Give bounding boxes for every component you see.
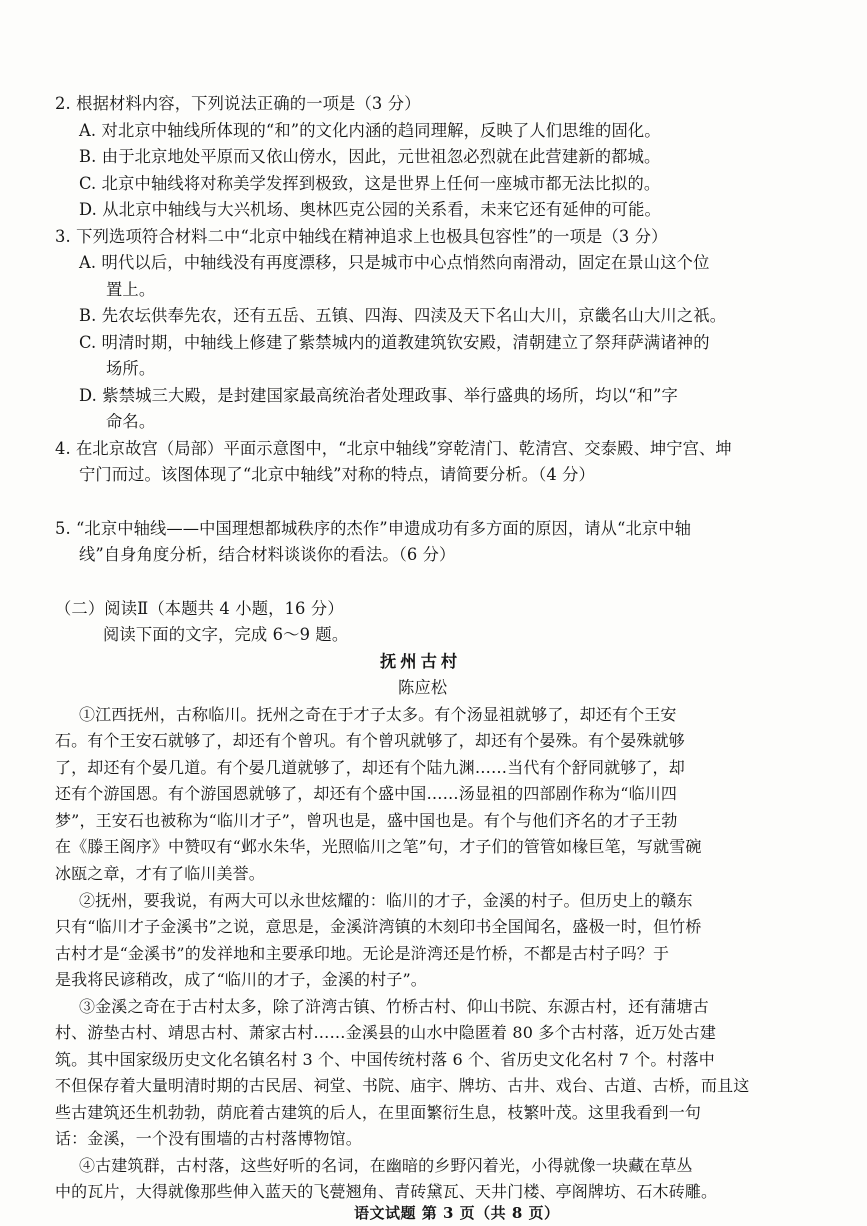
article-line: 还有个游国恩。有个游国恩就够了，却还有个盛中国……汤显祖的四部剧作称为“临川四 <box>55 784 678 803</box>
question-3-option-c-cont: 场所。 <box>106 359 156 378</box>
article-line: 话：金溪，一个没有围墙的古村落博物馆。 <box>55 1129 362 1148</box>
question-3-option-a: A. 明代以后，中轴线没有再度漂移，只是城市中心点悄然向南滑动，固定在景山这个位 <box>79 253 710 272</box>
question-2-option-c: C. 北京中轴线将对称美学发挥到极致，这是世界上任何一座城市都无法比拟的。 <box>79 174 661 193</box>
page-footer: 语文试题 第 3 页（共 8 页） <box>354 1204 560 1222</box>
question-3-option-d-cont: 命名。 <box>106 412 156 431</box>
question-3-stem: 3. 下列选项符合材料二中“北京中轴线在精神追求上也极具包容性”的一项是（3 分） <box>55 227 668 246</box>
article-line: 了，却还有个晏几道。有个晏几道就够了，却还有个陆九渊……当代有个舒同就够了，却 <box>55 758 685 777</box>
article-line: 不但保存着大量明清时期的古民居、祠堂、书院、庙宇、牌坊、古井、戏台、古道、古桥，而且这 <box>55 1076 750 1095</box>
article-author: 陈应松 <box>398 678 448 697</box>
article-line: 村、游垫古村、靖思古村、萧家古村……金溪县的山水中隐匿着 80 多个古村落，近万处古建 <box>55 1023 716 1042</box>
article-line: 冰瓯之章，才有了临川美誉。 <box>55 864 265 883</box>
question-3-option-d: D. 紫禁城三大殿，是封建国家最高统治者处理政事、举行盛典的场所，均以“和”字 <box>79 386 678 405</box>
article-line: ①江西抚州，古称临川。抚州之奇在于才子太多。有个汤显祖就够了，却还有个王安 <box>79 705 677 724</box>
article-line: 筑。其中国家级历史文化名镇名村 3 个、中国传统村落 6 个、省历史文化名村 7 个。村落中 <box>55 1050 715 1069</box>
question-4-stem: 4. 在北京故宫（局部）平面示意图中，“北京中轴线”穿乾清门、乾清宫、交泰殿、坤宁宫、坤 <box>55 439 732 458</box>
question-2-option-a: A. 对北京中轴线所体现的“和”的文化内涵的趋同理解，反映了人们思维的固化。 <box>79 121 661 140</box>
question-3-option-a-cont: 置上。 <box>106 280 156 299</box>
question-2-stem: 2. 根据材料内容，下列说法正确的一项是（3 分） <box>55 94 421 113</box>
article-line: ③金溪之奇在于古村太多，除了浒湾古镇、竹桥古村、仰山书院、东源古村，还有蒲塘古 <box>79 997 709 1016</box>
question-4-stem-cont: 宁门而过。该图体现了“北京中轴线”对称的特点，请简要分析。（4 分） <box>79 465 595 484</box>
question-3-option-b: B. 先农坛供奉先农，还有五岳、五镇、四海、四渎及天下名山大川，京畿名山大川之祇。 <box>79 306 727 325</box>
article-line: 古村才是“金溪书”的发祥地和主要承印地。无论是浒湾还是竹桥，不都是古村子吗？于 <box>55 944 670 963</box>
article-line: 中的瓦片，大得就像那些伸入蓝天的飞甍翘角、青砖黛瓦、天井门楼、亭阁牌坊、石木砖雕。 <box>55 1182 718 1201</box>
article-line: 只有“临川才子金溪书”之说，意思是，金溪浒湾镇的木刻印书全国闻名，盛极一时，但竹桥 <box>55 917 702 936</box>
article-line: 石。有个王安石就够了，却还有个曾巩。有个曾巩就够了，却还有个晏殊。有个晏殊就够 <box>55 731 685 750</box>
article-line: 是我将民谚稍改，成了“临川的才子，金溪的村子”。 <box>55 970 427 989</box>
article-line: ②抚州，要我说，有两大可以永世炫耀的：临川的才子，金溪的村子。但历史上的赣东 <box>79 891 693 910</box>
article-line: 在《滕王阁序》中赞叹有“邺水朱华，光照临川之笔”句，才子们的管管如椽巨笔，写就雪碗 <box>55 837 702 856</box>
question-2-option-b: B. 由于北京地处平原而又依山傍水，因此，元世祖忽必烈就在此营建新的都城。 <box>79 147 661 166</box>
question-2-option-d: D. 从北京中轴线与大兴机场、奥林匹克公园的关系看，未来它还有延伸的可能。 <box>79 200 661 219</box>
question-5-stem-cont: 线”自身角度分析，结合材料谈谈你的看法。（6 分） <box>79 545 456 564</box>
article-title: 抚州古村 <box>380 652 462 671</box>
article-line: 些古建筑还生机勃勃，荫庇着古建筑的后人，在里面繁衍生息，枝繁叶茂。这里我看到一句 <box>55 1103 702 1122</box>
article-line: ④古建筑群，古村落，这些好听的名词，在幽暗的乡野闪着光，小得就像一块藏在草丛 <box>79 1156 693 1175</box>
section-instruction: 阅读下面的文字，完成 6～9 题。 <box>103 625 349 644</box>
article-line: 梦”，王安石也被称为“临川才子”，曾巩也是，盛中国也是。有个与他们齐名的才子王勃 <box>55 811 678 830</box>
question-5-stem: 5. “北京中轴线——中国理想都城秩序的杰作”申遗成功有多方面的原因，请从“北京中轴 <box>55 519 692 538</box>
question-3-option-c: C. 明清时期，中轴线上修建了紫禁城内的道教建筑钦安殿，清朝建立了祭拜萨满诸神的 <box>79 333 710 352</box>
section-heading: （二）阅读Ⅱ（本题共 4 小题，16 分） <box>55 599 344 618</box>
